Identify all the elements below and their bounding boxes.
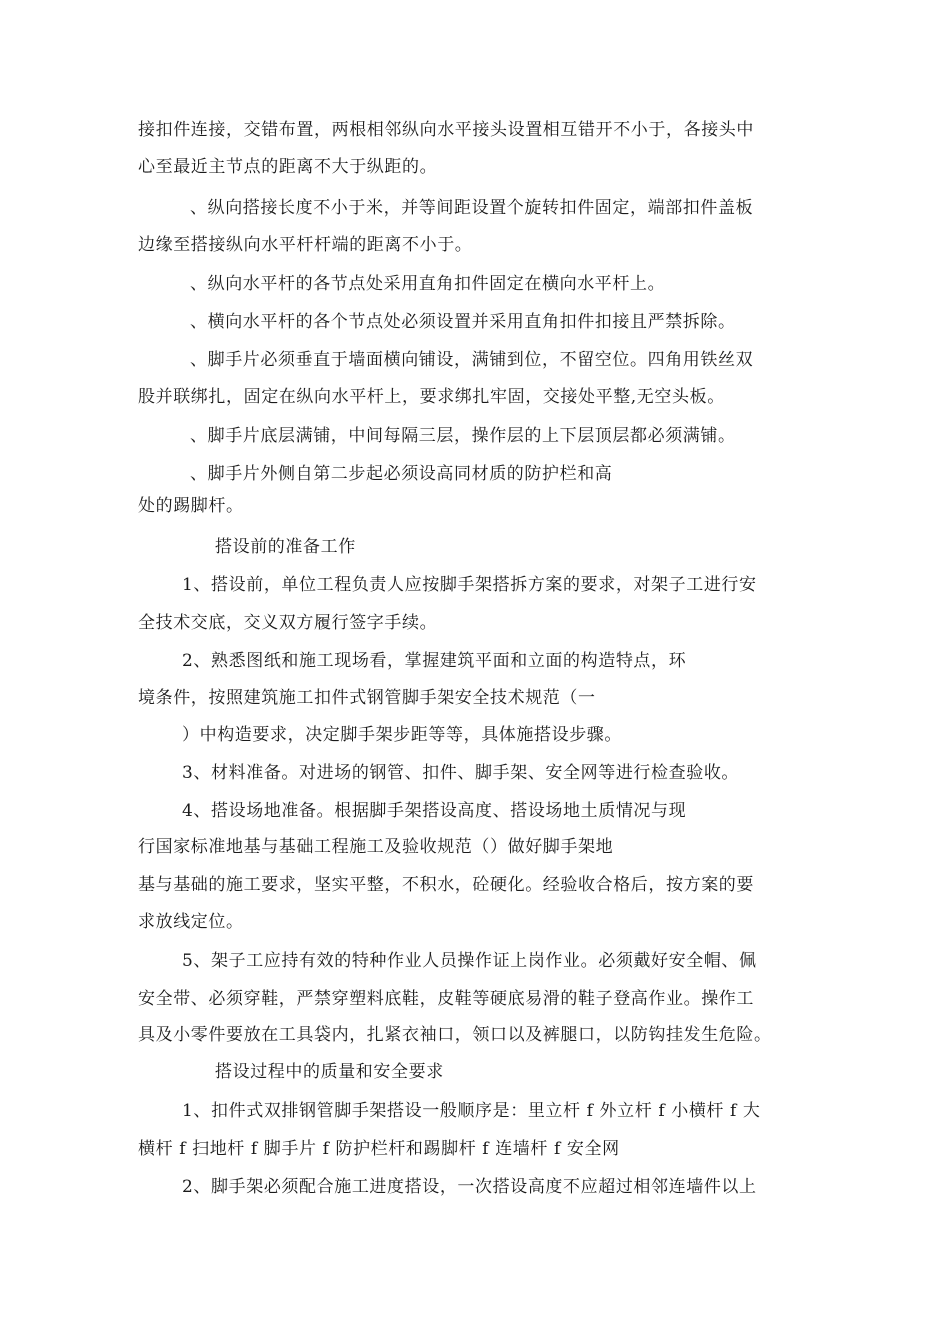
text-line: 、脚手片外侧自第二步起必须设高同材质的防护栏和高: [190, 464, 613, 484]
text-line: 4、搭设场地准备。根据脚手架搭设高度、搭设场地土质情况与现: [182, 801, 687, 821]
section-heading: 搭设过程中的质量和安全要求: [215, 1062, 444, 1082]
text-line: 行国家标准地基与基础工程施工及验收规范（）做好脚手架地: [138, 837, 614, 857]
text-line: 3、材料准备。对进场的钢管、扣件、脚手架、安全网等进行检查验收。: [182, 763, 740, 783]
text-line: 心至最近主节点的距离不大于纵距的。: [138, 157, 438, 177]
text-line: 股并联绑扎，固定在纵向水平杆上，要求绑扎牢固，交接处平整,无空头板。: [138, 387, 725, 407]
text-line: 横杆 f 扫地杆 f 脚手片 f 防护栏杆和踢脚杆 f 连墙杆 f 安全网: [138, 1139, 620, 1159]
text-line: 、纵向搭接长度不小于米，并等间距设置个旋转扣件固定，端部扣件盖板: [190, 198, 754, 218]
text-line: 基与基础的施工要求，坚实平整，不积水，砼硬化。经验收合格后，按方案的要: [138, 875, 754, 895]
text-line: 处的踢脚杆。: [138, 496, 244, 516]
text-line: 2、熟悉图纸和施工现场看，掌握建筑平面和立面的构造特点，环: [182, 651, 687, 671]
text-line: 、脚手片底层满铺，中间每隔三层，操作层的上下层顶层都必须满铺。: [190, 426, 736, 446]
text-line: 、脚手片必须垂直于墙面横向铺设，满铺到位，不留空位。四角用铁丝双: [190, 350, 754, 370]
text-line: 、横向水平杆的各个节点处必须设置并采用直角扣件扣接且严禁拆除。: [190, 312, 736, 332]
text-line: 境条件，按照建筑施工扣件式钢管脚手架安全技术规范（一: [138, 688, 596, 708]
text-line: ）中构造要求，决定脚手架步距等等，具体施搭设步骤。: [182, 725, 622, 745]
text-line: 具及小零件要放在工具袋内，扎紧衣袖口，领口以及裤腿口，以防钩挂发生危险。: [138, 1025, 772, 1045]
text-line: 1、扣件式双排钢管脚手架搭设一般顺序是：里立杆 f 外立杆 f 小横杆 f 大: [182, 1101, 761, 1121]
text-line: 接扣件连接，交错布置，两根相邻纵向水平接头设置相互错开不小于，各接头中: [138, 120, 754, 140]
text-line: 2、脚手架必须配合施工进度搭设，一次搭设高度不应超过相邻连墙件以上: [182, 1177, 757, 1197]
text-line: 1、搭设前，单位工程负责人应按脚手架搭拆方案的要求，对架子工进行安: [182, 575, 757, 595]
section-heading: 搭设前的准备工作: [215, 537, 356, 557]
text-line: 5、架子工应持有效的特种作业人员操作证上岗作业。必须戴好安全帽、佩: [182, 951, 757, 971]
text-line: 求放线定位。: [138, 912, 244, 932]
text-line: 全技术交底，交义双方履行签字手续。: [138, 613, 438, 633]
text-line: 、纵向水平杆的各节点处采用直角扣件固定在横向水平杆上。: [190, 274, 666, 294]
text-line: 边缘至搭接纵向水平杆杆端的距离不小于。: [138, 235, 473, 255]
text-line: 安全带、必须穿鞋，严禁穿塑料底鞋，皮鞋等硬底易滑的鞋子登高作业。操作工: [138, 989, 754, 1009]
